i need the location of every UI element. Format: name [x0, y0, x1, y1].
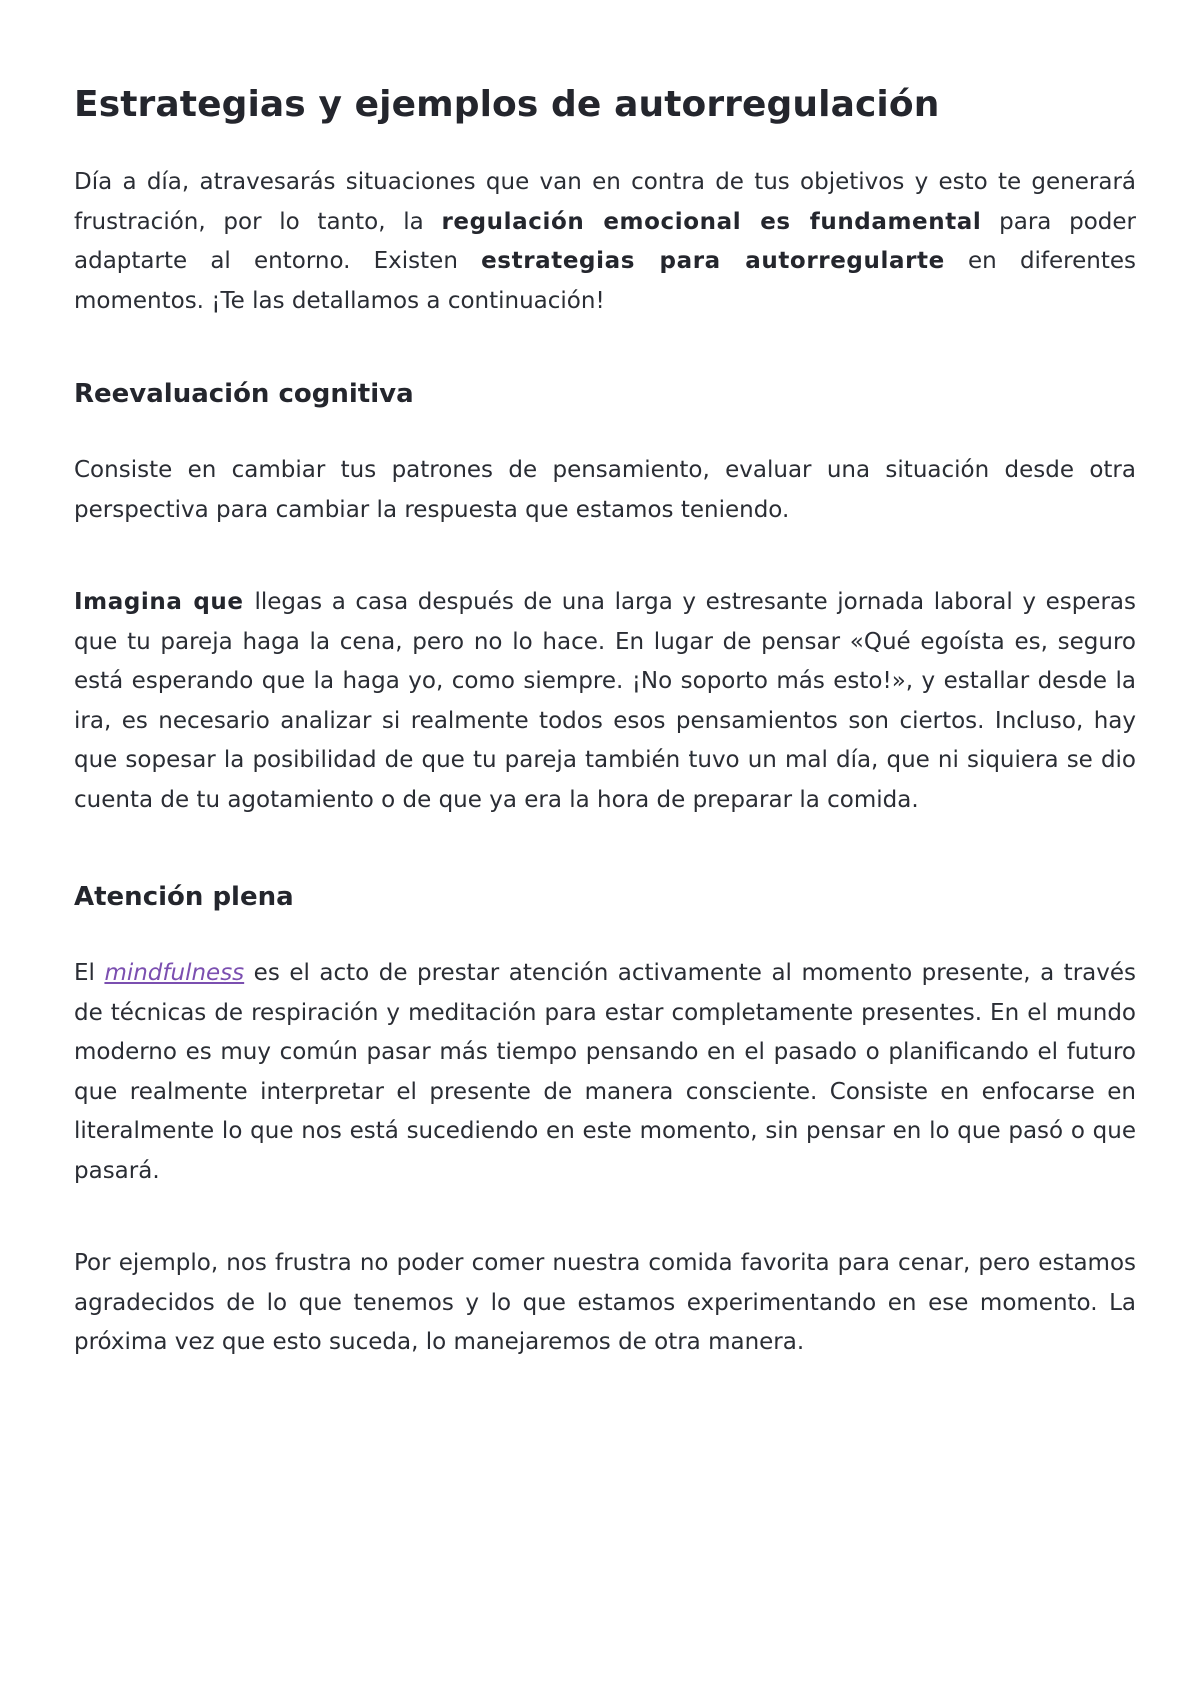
example-bold-lead: Imagina que	[74, 589, 255, 615]
mindfulness-text-rest: es el acto de prestar atención activamente al momento presente, a través de técnicas de respiración y meditación para estar completamente presentes. En el mundo moderno es muy común pasar más tiempo pensando en el pasado o planificando el futuro que realmente interpretar el presente de manera consciente. Consiste en enfocarse en literalmente lo que nos está sucediendo en este momento, sin pensar en lo que pasó o que pasará.	[74, 960, 1136, 1184]
intro-bold-1: regulación emocional es fundamental	[441, 208, 982, 235]
reevaluacion-example-paragraph	[74, 583, 1136, 820]
mindfulness-text-start: El	[74, 960, 105, 986]
intro-text-3: en diferentes momentos. ¡Te las detallamos a continuación!	[74, 248, 1137, 314]
intro-text-2: para poder adaptarte al entorno. Existen	[74, 208, 1136, 274]
intro-text-1: Día a día, atravesarás situaciones que van en contra de tus objetivos y esto te generará frustración, por lo tanto, la	[74, 169, 1136, 235]
intro-paragraph	[74, 163, 1136, 321]
section-heading-reevaluacion: Reevaluación cognitiva	[74, 379, 414, 409]
atencion-example-paragraph: Por ejemplo, nos frustra no poder comer nuestra comida favorita para cenar, pero estamos agradecidos de lo que tenemos y lo que estamos experimentando en ese momento. La próxima vez que esto suceda, lo manejaremos de otra manera.	[74, 1250, 1136, 1355]
mindfulness-link[interactable]: mindfulness	[104, 960, 245, 986]
intro-bold-2: estrategias para autorregularte	[481, 248, 945, 274]
mindfulness-paragraph	[74, 954, 1136, 1191]
page-title: Estrategias y ejemplos de autorregulación	[74, 84, 940, 125]
section-heading-atencion: Atención plena	[74, 882, 294, 912]
reevaluacion-paragraph: Consiste en cambiar tus patrones de pensamiento, evaluar una situación desde otra perspectiva para cambiar la respuesta que estamos teniendo.	[74, 457, 1136, 523]
example-text: llegas a casa después de una larga y estresante jornada laboral y esperas que tu pareja haga la cena, pero no lo hace. En lugar de pensar «Qué egoísta es, seguro está esperando que la haga yo, como siempre. ¡No soporto más esto!», y estallar desde la ira, es necesario analizar si realmente todos esos pensamientos son ciertos. Incluso, hay que sopesar la posibilidad de que tu pareja también tuvo un mal día, que ni siquiera se dio cuenta de tu agotamiento o de que ya era la hora de preparar la comida.	[74, 589, 1136, 813]
document-page	[74, 72, 1136, 1363]
